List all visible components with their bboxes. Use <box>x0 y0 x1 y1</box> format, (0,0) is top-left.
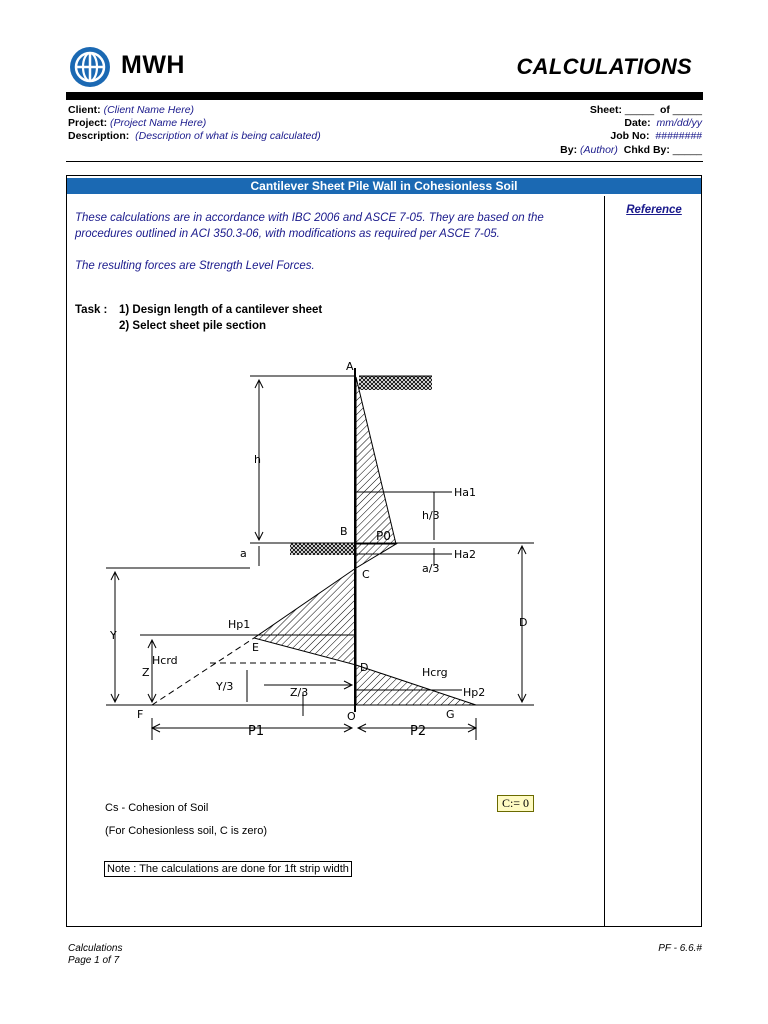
label-Z: Z <box>142 666 150 679</box>
cohesion-label: Cs - Cohesion of Soil <box>105 802 209 814</box>
label-F: F <box>137 708 144 721</box>
label-O: O <box>347 710 356 723</box>
label-B: B <box>340 525 348 538</box>
label-E: E <box>252 641 259 654</box>
label-P0: P0 <box>376 529 391 543</box>
label-Z3: Z/3 <box>290 686 309 699</box>
label-Hcrg: Hcrg <box>422 666 448 679</box>
label-h: h <box>254 453 261 466</box>
passive-pressure-right <box>356 665 476 705</box>
label-Y3: Y/3 <box>216 680 234 693</box>
by-line: By: (Author) Chkd By: _____ <box>560 144 702 156</box>
brand-name: MWH <box>121 51 185 79</box>
label-P2: P2 <box>410 724 427 739</box>
label-Ha1: Ha1 <box>454 486 477 499</box>
label-G: G <box>446 708 455 721</box>
task-item-2: 2) Select sheet pile section <box>119 320 267 332</box>
section-title: Cantilever Sheet Pile Wall in Cohesionless Soil <box>67 178 701 194</box>
label-D: D <box>360 661 369 674</box>
document-title: CALCULATIONS <box>516 54 692 79</box>
label-D-dim: D <box>519 616 528 629</box>
client-line: Client: (Client Name Here) <box>68 104 195 116</box>
active-pressure-upper <box>356 377 396 544</box>
intro-text: These calculations are in accordance with IBC 2006 and ASCE 7-05. They are based on the procedures outlined in ACI 350.3-06, with modifications as required per ASCE 7-05. The resulting forces are Strength Level Forces. <box>75 212 544 272</box>
project-line: Project: (Project Name Here) <box>68 117 207 129</box>
c-value-box: C:= 0 <box>497 795 534 812</box>
label-Ha2: Ha2 <box>454 548 477 561</box>
dredge-soil <box>290 543 355 555</box>
label-Hcrd: Hcrd <box>152 654 178 667</box>
description-line: Description: (Description of what is being calculated) <box>68 130 321 142</box>
label-C: C <box>362 568 370 581</box>
footer-left: Calculations Page 1 of 7 <box>68 943 123 966</box>
cohesion-note: (For Cohesionless soil, C is zero) <box>105 825 267 837</box>
label-A: A <box>346 360 354 373</box>
label-Hp1: Hp1 <box>228 618 251 631</box>
strip-width-note: Note : The calculations are done for 1ft strip width <box>104 861 352 877</box>
label-h3: h/3 <box>422 509 440 522</box>
label-P1: P1 <box>248 724 265 739</box>
footer-form-number: PF - 6.6.# <box>658 943 702 954</box>
passive-pressure-left <box>254 568 356 665</box>
active-pressure-lower <box>356 544 396 568</box>
reference-label: Reference <box>626 204 682 216</box>
label-a: a <box>240 547 247 560</box>
label-Hp2: Hp2 <box>463 686 486 699</box>
task-label: Task : <box>75 304 108 316</box>
label-Y: Y <box>110 629 117 642</box>
task-item-1: 1) Design length of a cantilever sheet <box>119 304 323 316</box>
top-soil <box>359 376 432 390</box>
jobno-line: Job No: ######## <box>610 130 702 142</box>
sheet-line: Sheet: _____ of _____ <box>589 104 702 116</box>
label-a3: a/3 <box>422 562 440 575</box>
date-line: Date: mm/dd/yy <box>624 117 702 129</box>
